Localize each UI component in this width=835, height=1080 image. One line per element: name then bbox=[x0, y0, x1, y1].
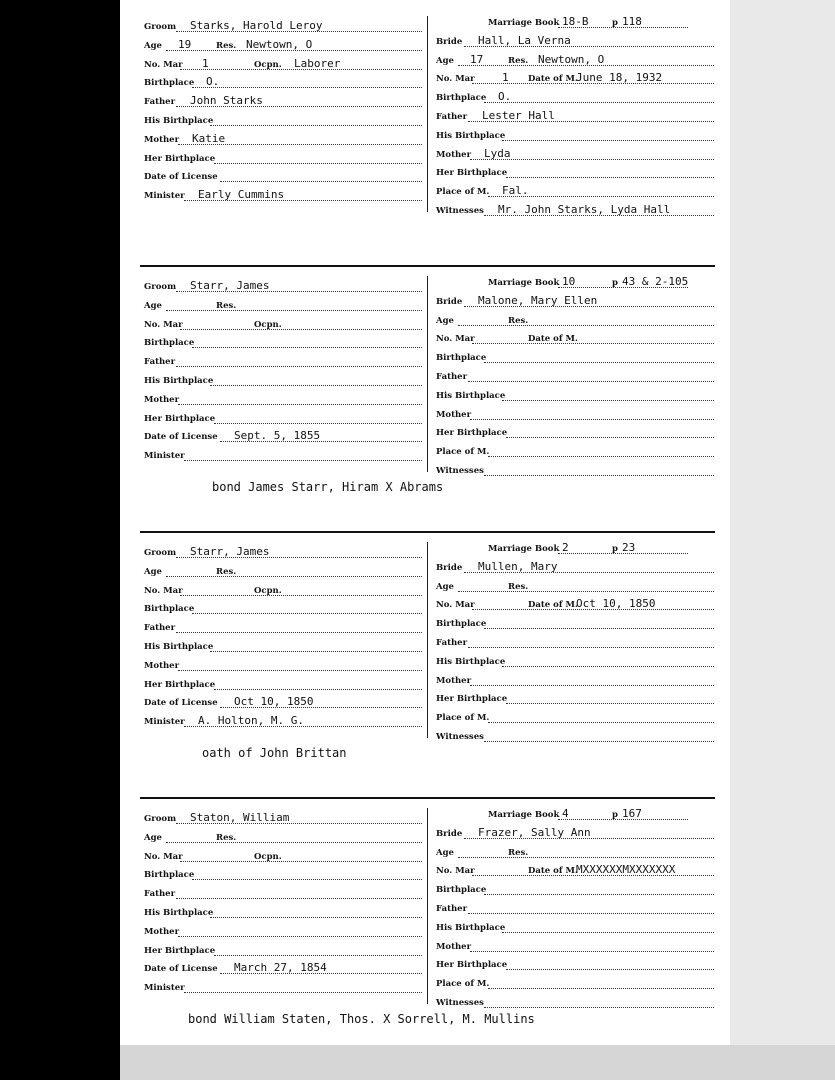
label-birthplace: Birthplace bbox=[144, 338, 195, 349]
label-father: Father bbox=[436, 372, 468, 382]
label-bride: Bride bbox=[436, 562, 463, 573]
fill-line bbox=[488, 456, 714, 457]
label-birthplace: Birthplace bbox=[436, 619, 487, 630]
fill-line bbox=[484, 1007, 714, 1008]
bride-res-value: Newtown, O bbox=[538, 52, 605, 66]
groom-no-mar-value: 1 bbox=[202, 56, 209, 70]
fill-line bbox=[210, 385, 422, 386]
label-father: Father bbox=[436, 112, 468, 122]
label-minister: Minister bbox=[144, 451, 185, 462]
label-mother: Mother bbox=[144, 926, 180, 937]
groom-res-value: Newtown, O bbox=[246, 37, 313, 51]
fill-line bbox=[484, 628, 714, 629]
column-separator bbox=[427, 808, 428, 1004]
fill-line bbox=[506, 177, 714, 178]
label-age: Age bbox=[144, 40, 162, 51]
label-birthplace: Birthplace bbox=[436, 353, 487, 364]
bride-witnesses-value: Mr. John Starks, Lyda Hall bbox=[498, 203, 671, 216]
label-place-of-m: Place of M. bbox=[436, 713, 490, 724]
label-place-of-m: Place of M. bbox=[436, 979, 490, 990]
fill-line bbox=[458, 857, 714, 858]
section-divider bbox=[140, 797, 715, 799]
fill-line bbox=[484, 894, 714, 895]
fill-line bbox=[484, 102, 714, 103]
groom-birthplace-value: O. bbox=[206, 75, 220, 89]
label-minister: Minister bbox=[144, 717, 185, 728]
label-ocpn: Ocpn. bbox=[254, 319, 282, 330]
label-bride: Bride bbox=[436, 36, 463, 47]
label-age: Age bbox=[436, 581, 454, 592]
fill-line bbox=[184, 992, 422, 993]
fill-line bbox=[192, 613, 422, 614]
label-age: Age bbox=[144, 832, 162, 843]
label-witnesses: Witnesses bbox=[436, 732, 484, 742]
bride-bride-value: Hall, La Verna bbox=[478, 33, 571, 47]
groom-minister-value: Early Cummins bbox=[198, 188, 285, 202]
label-res: Res. bbox=[216, 40, 237, 51]
label-marriage-book: Marriage Book bbox=[488, 18, 560, 28]
groom-ocpn-value: Laborer bbox=[294, 56, 341, 70]
page-value: 118 bbox=[622, 15, 642, 28]
fill-line bbox=[502, 400, 714, 401]
label-no-mar: No. Mar bbox=[436, 334, 475, 345]
label-mother: Mother bbox=[436, 675, 472, 686]
label-her-birthplace: Her Birthplace bbox=[436, 694, 508, 705]
label-minister: Minister bbox=[144, 983, 185, 994]
label-no-mar: No. Mar bbox=[436, 600, 475, 611]
label-his-birthplace: His Birthplace bbox=[436, 922, 506, 933]
fill-line bbox=[472, 343, 714, 344]
groom-groom-value: Starr, James bbox=[190, 279, 270, 292]
marriage-book-value: 18-B bbox=[562, 15, 589, 28]
fill-line bbox=[210, 917, 422, 918]
record-note: bond William Staten, Thos. X Sorrell, M. Mullins bbox=[188, 1012, 535, 1026]
fill-line bbox=[214, 955, 422, 956]
scan-edge-bottom bbox=[120, 1045, 835, 1080]
label-birthplace: Birthplace bbox=[436, 885, 487, 896]
label-witnesses: Witnesses bbox=[436, 206, 484, 216]
section-divider bbox=[140, 531, 715, 533]
label-page: p bbox=[612, 278, 618, 288]
fill-line bbox=[176, 366, 422, 367]
fill-line bbox=[192, 347, 422, 348]
label-age: Age bbox=[436, 315, 454, 326]
label-ocpn: Ocpn. bbox=[254, 585, 282, 596]
page-value: 43 & 2-105 bbox=[622, 275, 689, 288]
label-age: Age bbox=[144, 566, 162, 577]
fill-line bbox=[214, 689, 422, 690]
page-value: 23 bbox=[622, 541, 636, 554]
label-res: Res. bbox=[508, 315, 529, 326]
label-res: Res. bbox=[216, 832, 237, 843]
label-his-birthplace: His Birthplace bbox=[144, 642, 214, 652]
fill-line bbox=[502, 932, 714, 933]
label-witnesses: Witnesses bbox=[436, 998, 484, 1008]
groom-groom-value: Starr, James bbox=[190, 545, 270, 558]
label-birthplace: Birthplace bbox=[144, 870, 195, 881]
label-bride: Bride bbox=[436, 296, 463, 307]
groom-father-value: John Starks bbox=[190, 94, 263, 108]
label-no-mar: No. Mar bbox=[436, 866, 475, 877]
fill-line bbox=[180, 595, 422, 596]
label-father: Father bbox=[144, 97, 176, 108]
label-date-of-m: Date of M. bbox=[528, 74, 578, 85]
label-her-birthplace: Her Birthplace bbox=[144, 153, 216, 164]
fill-line bbox=[484, 362, 714, 363]
label-place-of-m: Place of M. bbox=[436, 447, 490, 458]
fill-line bbox=[178, 670, 422, 671]
label-res: Res. bbox=[508, 55, 529, 66]
label-page: p bbox=[612, 544, 618, 554]
fill-line bbox=[180, 329, 422, 330]
label-witnesses: Witnesses bbox=[436, 466, 484, 476]
page-value: 167 bbox=[622, 807, 642, 820]
label-res: Res. bbox=[508, 847, 529, 858]
fill-line bbox=[468, 913, 714, 914]
label-groom: Groom bbox=[144, 282, 177, 292]
label-groom: Groom bbox=[144, 814, 177, 824]
label-his-birthplace: His Birthplace bbox=[436, 390, 506, 401]
groom-date-of-license-value: March 27, 1854 bbox=[234, 961, 327, 975]
record-note: bond James Starr, Hiram X Abrams bbox=[212, 480, 444, 494]
fill-line bbox=[488, 722, 714, 723]
label-mother: Mother bbox=[144, 394, 180, 405]
label-his-birthplace: His Birthplace bbox=[144, 376, 214, 386]
fill-line bbox=[192, 879, 422, 880]
label-mother: Mother bbox=[144, 134, 180, 145]
label-birthplace: Birthplace bbox=[144, 604, 195, 615]
label-father: Father bbox=[144, 623, 176, 634]
label-date-of-m: Date of M. bbox=[528, 866, 578, 877]
date-of-m-value: MXXXXXXMXXXXXXX bbox=[576, 863, 676, 877]
fill-line bbox=[484, 741, 714, 742]
fill-line bbox=[458, 325, 714, 326]
groom-groom-value: Starks, Harold Leroy bbox=[190, 19, 323, 32]
fill-line bbox=[468, 381, 714, 382]
label-no-mar: No. Mar bbox=[144, 59, 183, 70]
fill-line bbox=[506, 437, 714, 438]
label-date-of-license: Date of License bbox=[144, 172, 218, 183]
groom-minister-value: A. Holton, M. G. bbox=[198, 714, 304, 728]
date-of-m-value: Oct 10, 1850 bbox=[576, 597, 656, 611]
label-mother: Mother bbox=[436, 941, 472, 952]
column-separator bbox=[427, 16, 428, 212]
label-groom: Groom bbox=[144, 548, 177, 558]
fill-line bbox=[180, 861, 422, 862]
label-page: p bbox=[612, 18, 618, 28]
fill-line bbox=[184, 460, 422, 461]
label-father: Father bbox=[144, 357, 176, 368]
label-his-birthplace: His Birthplace bbox=[144, 908, 214, 918]
bride-bride-value: Mullen, Mary bbox=[478, 559, 558, 573]
label-res: Res. bbox=[216, 300, 237, 311]
fill-line bbox=[178, 936, 422, 937]
fill-line bbox=[502, 666, 714, 667]
fill-line bbox=[176, 898, 422, 899]
label-birthplace: Birthplace bbox=[436, 93, 487, 104]
record-note: oath of John Brittan bbox=[202, 746, 347, 760]
fill-line bbox=[214, 423, 422, 424]
fill-line bbox=[178, 404, 422, 405]
label-mother: Mother bbox=[436, 409, 472, 420]
marriage-book-value: 2 bbox=[562, 541, 569, 554]
label-her-birthplace: Her Birthplace bbox=[144, 679, 216, 690]
label-date-of-license: Date of License bbox=[144, 432, 218, 443]
fill-line bbox=[166, 842, 422, 843]
bride-bride-value: Frazer, Sally Ann bbox=[478, 825, 591, 839]
fill-line bbox=[470, 419, 714, 420]
label-marriage-book: Marriage Book bbox=[488, 810, 560, 820]
date-of-m-value: June 18, 1932 bbox=[576, 71, 663, 85]
fill-line bbox=[506, 703, 714, 704]
label-father: Father bbox=[436, 904, 468, 914]
label-his-birthplace: His Birthplace bbox=[144, 116, 214, 126]
bride-no-mar-value: 1 bbox=[502, 71, 509, 85]
bride-place-of-m-value: Fal. bbox=[502, 184, 529, 198]
label-minister: Minister bbox=[144, 191, 185, 202]
label-father: Father bbox=[436, 638, 468, 648]
section-divider bbox=[140, 265, 715, 267]
bride-bride-birthplace-value: O. bbox=[498, 90, 512, 104]
label-res: Res. bbox=[508, 581, 529, 592]
fill-line bbox=[470, 951, 714, 952]
label-her-birthplace: Her Birthplace bbox=[144, 945, 216, 956]
label-his-birthplace: His Birthplace bbox=[436, 656, 506, 667]
label-bride: Bride bbox=[436, 828, 463, 839]
label-groom: Groom bbox=[144, 22, 177, 32]
label-mother: Mother bbox=[436, 149, 472, 160]
fill-line bbox=[458, 591, 714, 592]
fill-line bbox=[488, 988, 714, 989]
label-ocpn: Ocpn. bbox=[254, 851, 282, 862]
label-no-mar: No. Mar bbox=[144, 319, 183, 330]
label-ocpn: Ocpn. bbox=[254, 59, 282, 70]
groom-groom-value: Staton, William bbox=[190, 811, 290, 824]
label-her-birthplace: Her Birthplace bbox=[436, 428, 508, 439]
bride-age-value: 17 bbox=[470, 52, 484, 66]
groom-age-value: 19 bbox=[178, 37, 192, 51]
fill-line bbox=[176, 632, 422, 633]
bride-bride-value: Malone, Mary Ellen bbox=[478, 293, 598, 307]
bride-bride-father-value: Lester Hall bbox=[482, 109, 555, 122]
label-date-of-license: Date of License bbox=[144, 964, 218, 975]
fill-line bbox=[484, 475, 714, 476]
fill-line bbox=[502, 140, 714, 141]
label-marriage-book: Marriage Book bbox=[488, 544, 560, 554]
bride-bride-mother-value: Lyda bbox=[484, 146, 511, 160]
fill-line bbox=[166, 576, 422, 577]
fill-line bbox=[214, 163, 422, 164]
label-no-mar: No. Mar bbox=[144, 585, 183, 596]
fill-line bbox=[468, 647, 714, 648]
label-father: Father bbox=[144, 889, 176, 900]
label-birthplace: Birthplace bbox=[144, 78, 195, 89]
label-date-of-license: Date of License bbox=[144, 698, 218, 709]
fill-line bbox=[166, 310, 422, 311]
fill-line bbox=[470, 685, 714, 686]
label-age: Age bbox=[436, 55, 454, 66]
fill-line bbox=[210, 125, 422, 126]
label-her-birthplace: Her Birthplace bbox=[436, 168, 508, 179]
label-date-of-m: Date of M. bbox=[528, 334, 578, 345]
label-res: Res. bbox=[216, 566, 237, 577]
label-mother: Mother bbox=[144, 660, 180, 671]
label-age: Age bbox=[144, 300, 162, 311]
label-his-birthplace: His Birthplace bbox=[436, 130, 506, 141]
marriage-book-value: 10 bbox=[562, 275, 576, 288]
groom-mother-value: Katie bbox=[192, 131, 226, 145]
label-date-of-m: Date of M. bbox=[528, 600, 578, 611]
label-no-mar: No. Mar bbox=[436, 74, 475, 85]
label-her-birthplace: Her Birthplace bbox=[144, 413, 216, 424]
fill-line bbox=[220, 181, 422, 182]
column-separator bbox=[427, 542, 428, 738]
groom-date-of-license-value: Oct 10, 1850 bbox=[234, 695, 314, 709]
label-her-birthplace: Her Birthplace bbox=[436, 960, 508, 971]
label-place-of-m: Place of M. bbox=[436, 187, 490, 198]
fill-line bbox=[192, 87, 422, 88]
label-no-mar: No. Mar bbox=[144, 851, 183, 862]
fill-line bbox=[210, 651, 422, 652]
scan-edge-right bbox=[730, 0, 835, 1080]
label-marriage-book: Marriage Book bbox=[488, 278, 560, 288]
column-separator bbox=[427, 276, 428, 472]
groom-date-of-license-value: Sept. 5, 1855 bbox=[234, 429, 321, 443]
label-age: Age bbox=[436, 847, 454, 858]
marriage-book-value: 4 bbox=[562, 807, 569, 820]
fill-line bbox=[506, 969, 714, 970]
label-page: p bbox=[612, 810, 618, 820]
